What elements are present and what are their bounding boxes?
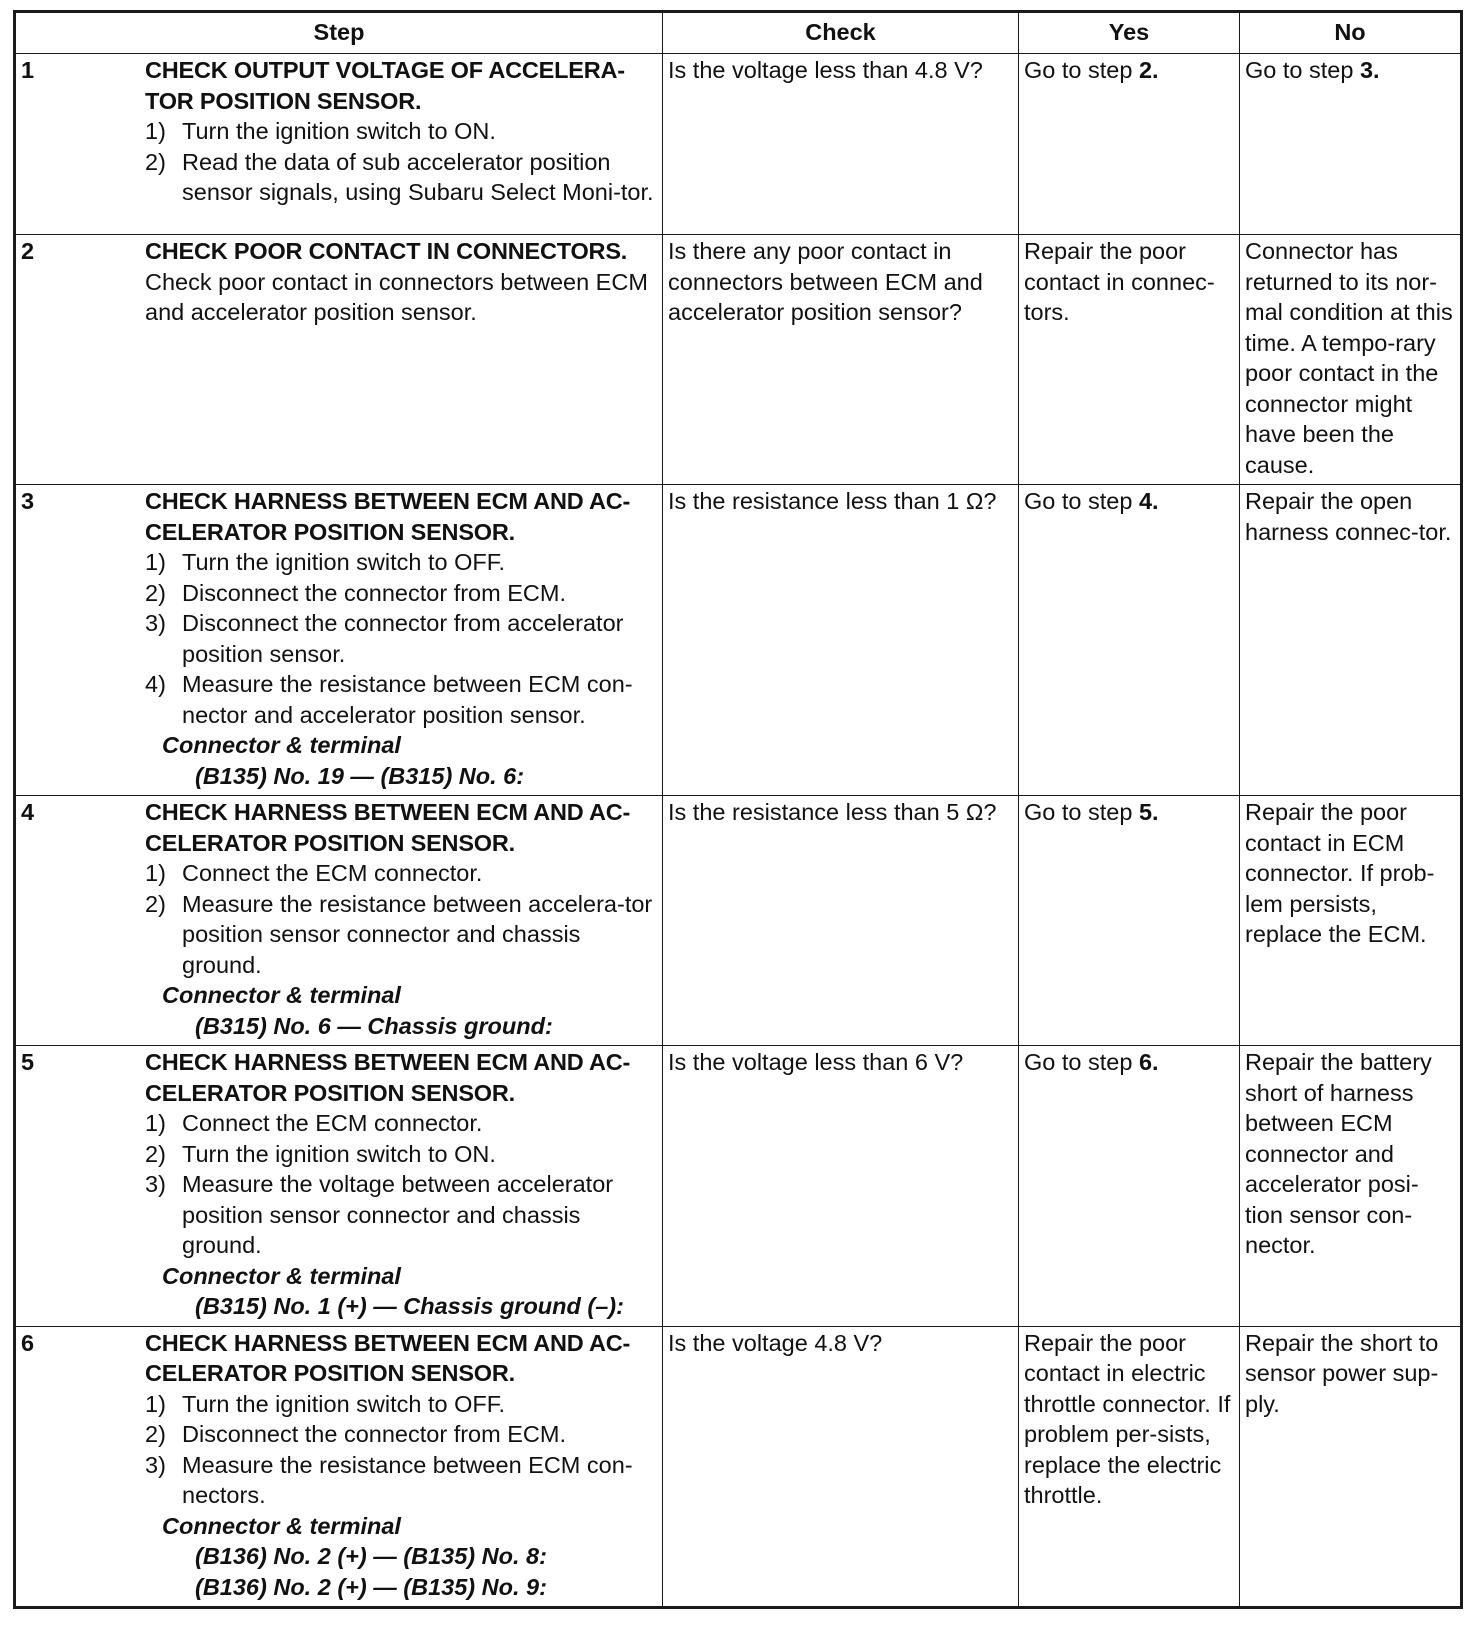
yes-cell bbox=[1019, 235, 1240, 485]
table-body bbox=[15, 54, 1462, 1608]
procedure-number: 3) bbox=[145, 1171, 166, 1197]
connector-terminal-label: Connector & terminal bbox=[162, 982, 401, 1008]
table-row bbox=[15, 485, 1462, 796]
no-cell bbox=[1240, 54, 1462, 235]
procedure-item bbox=[145, 1450, 657, 1511]
step-number: 6 bbox=[21, 1329, 35, 1356]
no-step-link: 3. bbox=[1359, 57, 1380, 83]
step-number: 1 bbox=[21, 57, 35, 83]
no-cell bbox=[1240, 235, 1462, 485]
yes-prefix: Go to step bbox=[1024, 799, 1139, 825]
step-number: 5 bbox=[21, 1049, 35, 1075]
yes-step-link: 2. bbox=[1138, 57, 1159, 83]
yes-cell bbox=[1019, 485, 1240, 796]
step-number: 4 bbox=[21, 799, 35, 825]
procedure-text: Disconnect the connector from ECM. bbox=[182, 579, 566, 606]
header-check: Check bbox=[663, 12, 1019, 54]
step-body bbox=[145, 1328, 657, 1603]
yes-prefix: Go to step bbox=[1024, 57, 1139, 83]
no-text: Connector has returned to its nor-mal condition at this time. A tempo-rary poor contact in the connector might have been the cause. bbox=[1245, 238, 1453, 478]
yes-cell bbox=[1019, 54, 1240, 235]
step-body bbox=[145, 55, 657, 208]
connector-terminal-value: (B135) No. 19 — (B315) No. 6: bbox=[195, 762, 525, 789]
header-step: Step bbox=[15, 12, 663, 54]
step-cell bbox=[15, 1326, 663, 1608]
procedure-number: 1) bbox=[145, 860, 166, 886]
no-cell bbox=[1240, 1046, 1462, 1327]
check-cell: Is the voltage less than 6 V? bbox=[663, 1046, 1019, 1327]
step-number: 3 bbox=[21, 488, 35, 514]
step-wrap bbox=[21, 55, 657, 208]
step-wrap bbox=[21, 1328, 657, 1603]
procedure-text: Read the data of sub accelerator position sensor signals, using Subaru Select Moni-tor. bbox=[182, 148, 654, 205]
check-cell: Is the resistance less than 1 Ω? bbox=[663, 485, 1019, 796]
procedure-item bbox=[145, 1139, 657, 1170]
step-cell bbox=[15, 485, 663, 796]
no-cell bbox=[1240, 1326, 1462, 1608]
procedure-text: Disconnect the connector from accelerator position sensor. bbox=[182, 610, 624, 667]
yes-prefix: Go to step bbox=[1024, 1049, 1139, 1075]
procedure-item bbox=[145, 889, 657, 981]
procedure-item bbox=[145, 608, 657, 669]
no-text: Repair the battery short of harness between ECM connector and accelerator posi-tion sensor con-nector. bbox=[1245, 1049, 1432, 1258]
no-cell bbox=[1240, 796, 1462, 1046]
procedure-number: 1) bbox=[145, 1110, 166, 1136]
step-body bbox=[145, 486, 657, 791]
procedure-number: 1) bbox=[145, 549, 166, 575]
procedure-number: 4) bbox=[145, 671, 166, 697]
procedure-number: 2) bbox=[145, 1140, 166, 1167]
procedure-text: Turn the ignition switch to ON. bbox=[182, 118, 496, 144]
procedure-text: Measure the resistance between accelera-tor position sensor connector and chassis ground. bbox=[182, 890, 653, 978]
procedure-text: Turn the ignition switch to OFF. bbox=[182, 549, 506, 575]
step-cell bbox=[15, 235, 663, 485]
step-title: CHECK HARNESS BETWEEN ECM AND AC-CELERATOR POSITION SENSOR. bbox=[145, 488, 631, 545]
procedure-number: 2) bbox=[145, 1421, 166, 1447]
check-cell: Is the resistance less than 5 Ω? bbox=[663, 796, 1019, 1046]
step-body bbox=[145, 797, 657, 1041]
yes-step-link: 6. bbox=[1138, 1049, 1159, 1075]
procedure-number: 3) bbox=[145, 610, 166, 636]
step-title: CHECK HARNESS BETWEEN ECM AND AC-CELERATOR POSITION SENSOR. bbox=[145, 1329, 631, 1386]
check-cell: Is the voltage less than 4.8 V? bbox=[663, 54, 1019, 235]
step-description: Check poor contact in connectors between ECM and accelerator position sensor. bbox=[145, 268, 648, 325]
procedure-number: 3) bbox=[145, 1451, 166, 1478]
connector-terminal-value: (B136) No. 2 (+) — (B135) No. 8: bbox=[195, 1543, 547, 1569]
no-prefix: Go to step bbox=[1245, 57, 1360, 83]
table-row bbox=[15, 54, 1462, 235]
table-row bbox=[15, 796, 1462, 1046]
connector-terminal-label: Connector & terminal bbox=[162, 732, 401, 758]
step-wrap bbox=[21, 486, 657, 791]
procedure-list bbox=[145, 116, 657, 208]
no-cell bbox=[1240, 485, 1462, 796]
header-no: No bbox=[1240, 12, 1462, 54]
yes-step-link: 5. bbox=[1138, 799, 1159, 825]
yes-step-link: 4. bbox=[1138, 488, 1159, 514]
procedure-item bbox=[145, 1108, 657, 1139]
table-row bbox=[15, 235, 1462, 485]
step-title: CHECK HARNESS BETWEEN ECM AND AC-CELERATOR POSITION SENSOR. bbox=[145, 799, 631, 856]
no-text: Repair the poor contact in ECM connector. If prob-lem persists, replace the ECM. bbox=[1245, 799, 1435, 947]
procedure-number: 2) bbox=[145, 890, 166, 917]
procedure-text: Connect the ECM connector. bbox=[182, 1110, 483, 1136]
step-cell bbox=[15, 796, 663, 1046]
connector-terminal-value: (B136) No. 2 (+) — (B135) No. 9: bbox=[195, 1573, 547, 1600]
step-title: CHECK HARNESS BETWEEN ECM AND AC-CELERATOR POSITION SENSOR. bbox=[145, 1049, 631, 1106]
header-row bbox=[15, 12, 1462, 54]
procedure-text: Measure the resistance between ECM con-nector and accelerator position sensor. bbox=[182, 671, 633, 728]
procedure-number: 2) bbox=[145, 579, 166, 606]
step-wrap bbox=[21, 1047, 657, 1322]
connector-terminal-label: Connector & terminal bbox=[162, 1512, 401, 1539]
yes-cell bbox=[1019, 796, 1240, 1046]
procedure-text: Connect the ECM connector. bbox=[182, 860, 483, 886]
step-title: CHECK OUTPUT VOLTAGE OF ACCELERA-TOR POSITION SENSOR. bbox=[145, 57, 625, 114]
procedure-item bbox=[145, 547, 657, 578]
yes-prefix: Go to step bbox=[1024, 488, 1139, 514]
step-body bbox=[145, 236, 657, 328]
procedure-item bbox=[145, 147, 657, 208]
step-wrap bbox=[21, 797, 657, 1041]
procedure-item bbox=[145, 858, 657, 889]
procedure-list bbox=[145, 858, 657, 980]
procedure-number: 1) bbox=[145, 1390, 166, 1417]
yes-cell bbox=[1019, 1046, 1240, 1327]
procedure-list bbox=[145, 547, 657, 730]
header-yes: Yes bbox=[1019, 12, 1240, 54]
procedure-text: Turn the ignition switch to ON. bbox=[182, 1140, 496, 1167]
yes-cell bbox=[1019, 1326, 1240, 1608]
procedure-item bbox=[145, 578, 657, 609]
yes-text: Repair the poor contact in connec-tors. bbox=[1024, 238, 1215, 325]
step-cell bbox=[15, 54, 663, 235]
procedure-number: 1) bbox=[145, 118, 166, 144]
connector-terminal-value: (B315) No. 1 (+) — Chassis ground (–): bbox=[195, 1293, 624, 1319]
procedure-text: Disconnect the connector from ECM. bbox=[182, 1421, 566, 1447]
procedure-item bbox=[145, 1169, 657, 1261]
table-row bbox=[15, 1326, 1462, 1608]
yes-text: Repair the poor contact in electric throttle connector. If problem per-sists, replace the electric throttle. bbox=[1024, 1329, 1231, 1508]
step-body bbox=[145, 1047, 657, 1322]
procedure-item bbox=[145, 116, 657, 147]
procedure-item bbox=[145, 1419, 657, 1450]
procedure-text: Measure the voltage between accelerator position sensor connector and chassis ground. bbox=[182, 1171, 614, 1258]
step-number: 2 bbox=[21, 238, 35, 264]
check-cell: Is there any poor contact in connectors between ECM and accelerator position sensor? bbox=[663, 235, 1019, 485]
connector-terminal-label: Connector & terminal bbox=[162, 1262, 401, 1289]
procedure-list bbox=[145, 1389, 657, 1511]
table-row bbox=[15, 1046, 1462, 1327]
connector-terminal-value: (B315) No. 6 — Chassis ground: bbox=[195, 1012, 553, 1039]
procedure-text: Measure the resistance between ECM con-nectors. bbox=[182, 1451, 633, 1508]
no-text: Repair the open harness connec-tor. bbox=[1245, 488, 1452, 545]
procedure-text: Turn the ignition switch to OFF. bbox=[182, 1390, 506, 1417]
procedure-number: 2) bbox=[145, 148, 166, 175]
procedure-list bbox=[145, 1108, 657, 1261]
step-wrap bbox=[21, 236, 657, 328]
procedure-item bbox=[145, 669, 657, 730]
step-cell bbox=[15, 1046, 663, 1327]
no-text: Repair the short to sensor power sup-ply. bbox=[1245, 1329, 1439, 1417]
diagnostic-table bbox=[13, 10, 1463, 1609]
check-cell: Is the voltage 4.8 V? bbox=[663, 1326, 1019, 1608]
procedure-item bbox=[145, 1389, 657, 1420]
step-title: CHECK POOR CONTACT IN CONNECTORS. bbox=[145, 238, 628, 264]
